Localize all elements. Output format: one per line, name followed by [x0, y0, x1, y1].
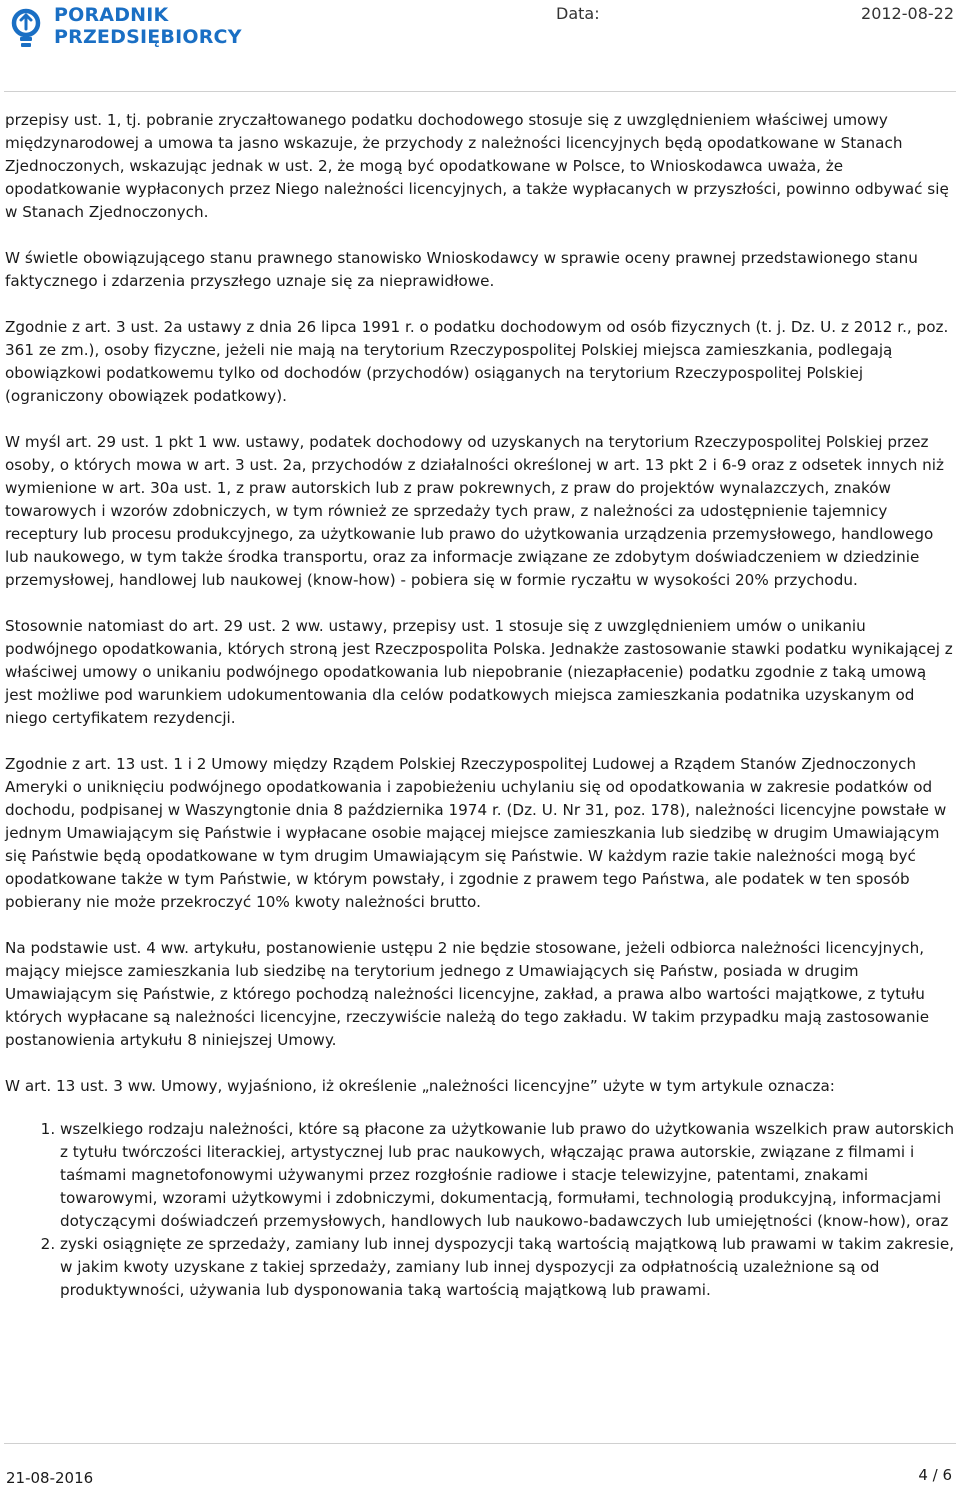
page-header	[0, 0, 960, 92]
logo-line-1: PORADNIK	[54, 4, 169, 26]
paragraph: W świetle obowiązującego stanu prawnego stanowisko Wnioskodawcy w sprawie oceny prawnej przedstawionego stanu faktycznego i zdarzenia przyszłego uznaje się za nieprawidłowe.	[5, 249, 918, 290]
footer-date: 21-08-2016	[6, 1469, 94, 1487]
footer-divider	[4, 1443, 956, 1444]
date-value: 2012-08-22	[861, 4, 954, 23]
paragraph: Zgodnie z art. 3 ust. 2a ustawy z dnia 26 lipca 1991 r. o podatku dochodowym od osób fizycznych (t. j. Dz. U. z 2012 r., poz. 361 ze zm.), osoby fizyczne, jeżeli nie mają na terytorium Rzeczypospolitej Polskiej miejsca zamieszkania, podlegają obowiązkowi podatkowemu tylko od dochodów (przychodów) osiąganych na terytorium Rzeczypospolitej Polskiej (ograniczony obowiązek podatkowy).	[5, 318, 949, 405]
paragraph: W myśl art. 29 ust. 1 pkt 1 ww. ustawy, podatek dochodowy od uzyskanych na terytorium Rzeczypospolitej Polskiej przez osoby, o których mowa w art. 3 ust. 2a, przychodów z działalności określonej w art. 13 pkt 2 i 6-9 oraz z odsetek innych niż wymienione w art. 30a ust. 1, z praw autorskich lub z praw pokrewnych, z praw do projektów wynalazczych, znaków towarowych i wzorów zdobniczych, w tym również ze sprzedaży tych praw, z należności za udostępnienie tajemnicy receptury lub procesu produkcyjnego, za użytkowanie lub prawo do użytkowania urządzenia przemysłowego, handlowego lub naukowego, w tym także środka transportu, oraz za informacje związane ze zdobytym doświadczeniem w dziedzinie przemysłowej, handlowej lub naukowej (know-how) - pobiera się w formie ryczałtu w wysokości 20% przychodu.	[5, 433, 944, 589]
logo-line-2: PRZEDSIĘBIORCY	[54, 26, 242, 48]
lightbulb-logo-icon	[6, 4, 46, 50]
paragraph: W art. 13 ust. 3 ww. Umowy, wyjaśniono, iż określenie „należności licencyjne” użyte w tym artykule oznacza:	[5, 1077, 835, 1095]
paragraph: przepisy ust. 1, tj. pobranie zryczałtowanego podatku dochodowego stosuje się z uwzględnieniem właściwej umowy międzynarodowej a umowa ta jasno wskazuje, że przychody z należności licencyjnych będą opodatkowane w Stanach Zjednoczonych, wskazując jednak w ust. 2, że mogą być opodatkowane w Polsce, to Wnioskodawca uważa, że opodatkowanie wypłaconych przez Niego należności licencyjnych, a także wypłacanych w przyszłości, powinno odbywać się w Stanach Zjednoczonych.	[5, 111, 949, 221]
logo[interactable]	[6, 4, 242, 50]
paragraph: Stosownie natomiast do art. 29 ust. 2 ww. ustawy, przepisy ust. 1 stosuje się z uwzględnieniem umów o unikaniu podwójnego opodatkowania, których stroną jest Rzeczpospolita Polska. Jednakże zastosowanie stawki podatku wynikającej z właściwej umowy o unikaniu podwójnego opodatkowania lub niepobranie (niezapłacenie) podatku zgodnie z taką umową jest możliwe pod warunkiem udokumentowania dla celów podatkowych miejsca zamieszkania podatnika uzyskanym od niego certyfikatem rezydencji.	[5, 617, 953, 727]
document-body	[5, 109, 955, 1302]
header-divider	[4, 91, 956, 92]
paragraph: Zgodnie z art. 13 ust. 1 i 2 Umowy między Rządem Polskiej Rzeczypospolitej Ludowej a Rządem Stanów Zjednoczonych Ameryki o uniknięciu podwójnego opodatkowania i zapobieżeniu uchylaniu się od opodatkowania w zakresie podatków od dochodu, podpisanej w Waszyngtonie dnia 8 października 1974 r. (Dz. U. Nr 31, poz. 178), należności licencyjne powstałe w jednym Umawiającym się Państwie i wypłacane osobie mającej miejsce zamieszkania lub siedzibę w drugim Umawiającym się Państwie będą opodatkowane w tym drugim Umawiającym się Państwie. W każdym razie takie należności mogą być opodatkowane także w tym Państwie, w którym powstały, i zgodnie z prawem tego Państwa, ale podatek w ten sposób pobierany nie może przekroczyć 10% kwoty należności brutto.	[5, 755, 947, 911]
numbered-list	[5, 1118, 955, 1302]
list-item: 2. zyski osiągnięte ze sprzedaży, zamiany lub innej dyspozycji taką wartością majątkową lub prawami w takim zakresie, w jakim kwoty uzyskane z takiej sprzedaży, zamiany lub innej dyspozycji za odpłatnością uzależnione są od produktywności, używania lub dysponowania taką wartością majątkową lub prawami.	[60, 1233, 955, 1302]
page-number: 4 / 6	[918, 1466, 952, 1484]
logo-text	[54, 4, 242, 48]
paragraph: Na podstawie ust. 4 ww. artykułu, postanowienie ustępu 2 nie będzie stosowane, jeżeli odbiorca należności licencyjnych, mający miejsce zamieszkania lub siedzibę na terytorium jednego z Umawiających się Państw, posiada w drugim Umawiającym się Państwie, z którego pochodzą należności licencyjne, zakład, a prawa albo wartości majątkowe, z tytułu których wypłacane są należności licencyjne, rzeczywiście należą do tego zakładu. W takim przypadku mają zastosowanie postanowienia artykułu 8 niniejszej Umowy.	[5, 939, 930, 1049]
date-label: Data:	[556, 4, 600, 23]
list-item: 1. wszelkiego rodzaju należności, które są płacone za użytkowanie lub prawo do użytkowania wszelkich praw autorskich z tytułu twórczości literackiej, artystycznej lub prac naukowych, włączając prawa autorskie, związane z filmami i taśmami magnetofonowymi używanymi przez rozgłośnie radiowe i stacje telewizyjne, patentami, znakami towarowymi, wzorami użytkowymi i zdobniczymi, dokumentacją, formułami, technologią produkcyjną, informacjami dotyczącymi doświadczeń przemysłowych, handlowych lub naukowo-badawczych lub umiejętności (know-how), oraz	[60, 1118, 955, 1233]
